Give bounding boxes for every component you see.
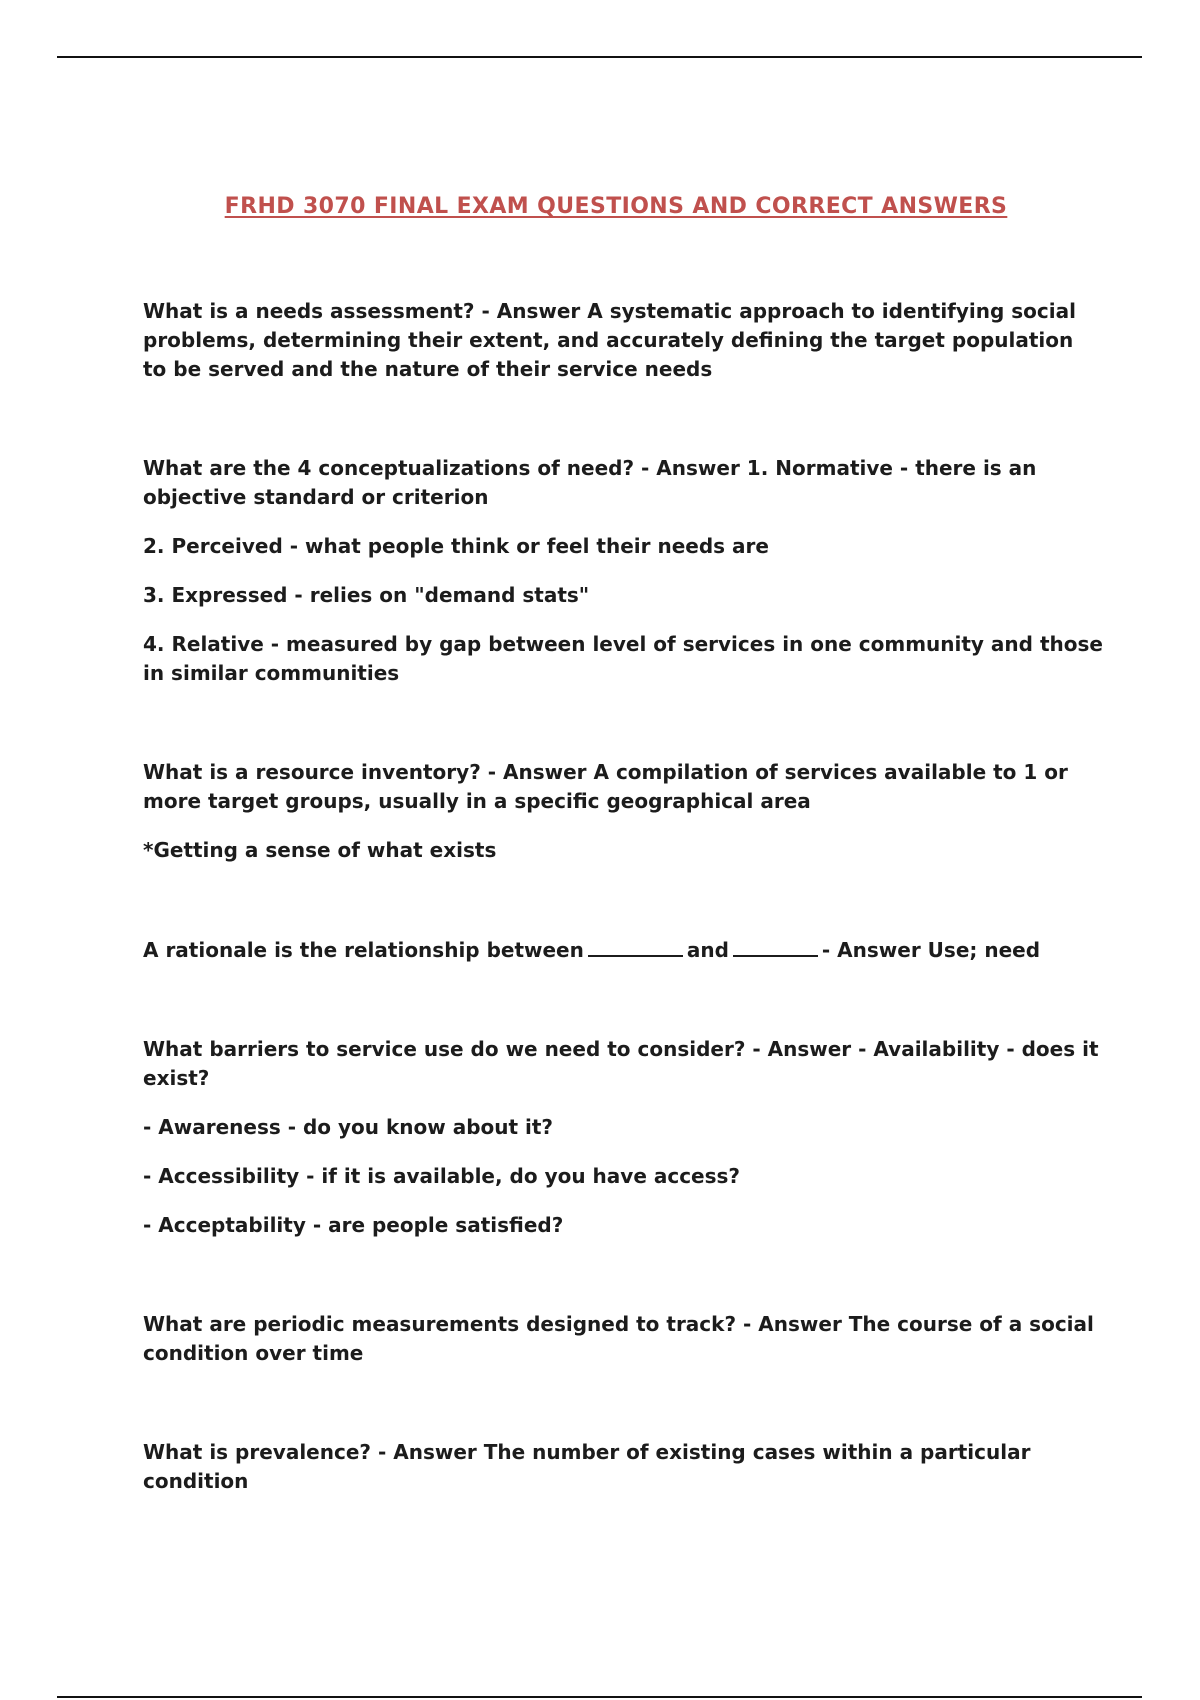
rationale-part2: and xyxy=(686,938,729,962)
qa-text: - Accessibility - if it is available, do you have access? xyxy=(143,1164,741,1188)
qa-text: What are the 4 conceptualizations of need? - Answer 1. Normative - there is an objective standard or criterion xyxy=(143,456,1037,509)
qa-text: 3. Expressed - relies on "demand stats" xyxy=(143,583,590,607)
qa-rationale xyxy=(143,935,1103,965)
qa-text: *Getting a sense of what exists xyxy=(143,838,497,862)
rationale-part3: - Answer Use; need xyxy=(821,938,1041,962)
qa-resource-inventory xyxy=(143,758,1103,865)
blank-line xyxy=(588,935,683,957)
qa-text: 2. Perceived - what people think or feel their needs are xyxy=(143,534,769,558)
qa-text: - Acceptability - are people satisfied? xyxy=(143,1213,564,1237)
qa-text: What barriers to service use do we need to consider? - Answer - Availability - does it exist? xyxy=(143,1037,1099,1090)
qa-text: What are periodic measurements designed to track? - Answer The course of a social condition over time xyxy=(143,1312,1094,1365)
qa-text: - Awareness - do you know about it? xyxy=(143,1115,554,1139)
qa-periodic-measurements xyxy=(143,1310,1103,1368)
bottom-divider xyxy=(57,1696,1142,1698)
qa-list xyxy=(143,297,1103,1566)
rationale-part1: A rationale is the relationship between xyxy=(143,938,584,962)
qa-text: What is a resource inventory? - Answer A compilation of services available to 1 or more target groups, usually in a specific geographical area xyxy=(143,760,1068,813)
qa-needs-assessment xyxy=(143,297,1103,384)
document-title: FRHD 3070 FINAL EXAM QUESTIONS AND CORRECT ANSWERS xyxy=(224,194,1008,219)
qa-text: What is a needs assessment? - Answer A systematic approach to identifying social problems, determining their extent, and accurately defining the target population to be served and the nature of their service needs xyxy=(143,299,1076,381)
qa-barriers xyxy=(143,1035,1103,1240)
qa-prevalence xyxy=(143,1438,1103,1496)
qa-text xyxy=(143,935,1103,965)
top-divider xyxy=(57,56,1142,58)
qa-text: What is prevalence? - Answer The number of existing cases within a particular condition xyxy=(143,1440,1031,1493)
qa-text: 4. Relative - measured by gap between level of services in one community and those in similar communities xyxy=(143,632,1103,685)
qa-conceptualizations-of-need xyxy=(143,454,1103,688)
blank-line xyxy=(733,935,818,957)
